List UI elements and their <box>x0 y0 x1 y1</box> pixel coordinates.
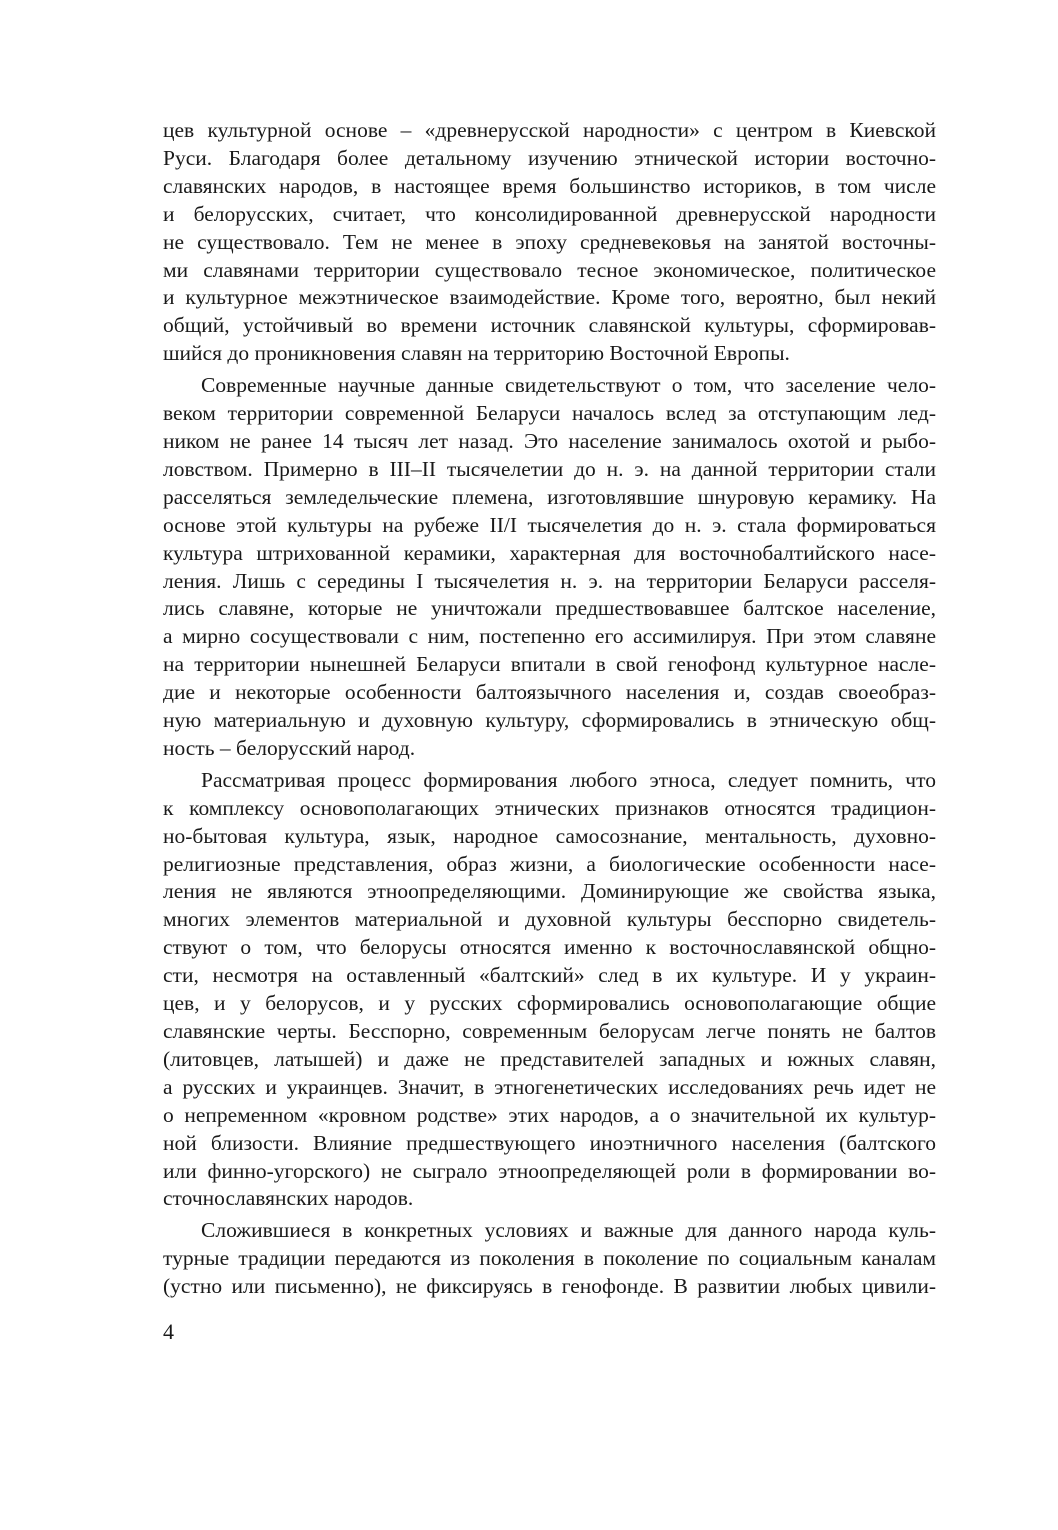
text-line: Рассматривая процесс формирования любого этноса, следует помнить, что <box>201 767 936 792</box>
text-line: на территории нынешней Беларуси впитали в свой генофонд культурное насле- <box>163 652 936 677</box>
text-line: расселяться земледельческие племена, изготовлявшие шнуровую керамику. На <box>163 484 936 509</box>
text-line: ной близости. Влияние предшествующего иноэтничного населения (балтского <box>163 1130 936 1155</box>
text-line: к комплексу основополагающих этнических признаков относятся традицион- <box>163 795 936 820</box>
text-line: о непременном «кровном родстве» этих народов, а о значительной их культур- <box>163 1102 936 1127</box>
text-line: сточнославянских народов. <box>163 1186 414 1211</box>
text-line: веком территории современной Беларуси началось вслед за отступающим лед- <box>163 401 936 426</box>
text-line: а русских и украинцев. Значит, в этногенетических исследованиях речь идет не <box>163 1074 936 1099</box>
text-line: (устно или письменно), не фиксируясь в генофонде. В развитии любых цивили- <box>163 1274 936 1299</box>
text-line: ную материальную и духовную культуру, сформировались в этническую общ- <box>163 708 936 733</box>
text-line: но-бытовая культура, язык, народное самосознание, ментальность, духовно- <box>163 823 936 848</box>
paragraph-3 <box>163 767 936 1214</box>
text-line: основе этой культуры на рубеже II/I тысячелетия до н. э. стала формироваться <box>163 512 936 537</box>
text-line: ность – белорусский народ. <box>163 735 416 760</box>
text-line: культура штрихованной керамики, характерная для восточнобалтийского насе- <box>163 540 936 565</box>
page-number: 4 <box>163 1319 174 1344</box>
text-line: цев, и у белорусов, и у русских сформировались основополагающие общие <box>163 991 936 1016</box>
text-line: Сложившиеся в конкретных условиях и важные для данного народа куль- <box>201 1218 936 1243</box>
text-line: лись славяне, которые не уничтожали предшествовавшее балтское население, <box>163 596 936 621</box>
text-line: ствуют о том, что белорусы относятся именно к восточнославянской общно- <box>163 935 936 960</box>
text-line: цев культурной основе – «древнерусской народности» с центром в Киевской <box>163 118 936 142</box>
text-line: ловством. Примерно в III–II тысячелетии до н. э. на данной территории стали <box>163 456 936 481</box>
text-line: сти, несмотря на оставленный «балтский» след в их культуре. И у украин- <box>163 963 936 988</box>
text-line: и культурное межэтническое взаимодействие. Кроме того, вероятно, был некий <box>163 285 936 310</box>
text-line: или финно-угорского) не сыграло этноопределяющей роли в формировании во- <box>163 1158 936 1183</box>
text-line: (литовцев, латышей) и даже не представителей западных и южных славян, <box>163 1046 936 1071</box>
paragraph-2 <box>163 372 936 763</box>
text-line: ми славянами территории существовало тесное экономическое, политическое <box>163 257 936 282</box>
paragraph-1 <box>163 117 936 368</box>
paragraph-4 <box>163 1217 936 1301</box>
text-line: многих элементов материальной и духовной культуры бесспорно свидетель- <box>163 907 936 932</box>
text-line: а мирно сосуществовали с ним, постепенно его ассимилируя. При этом славяне <box>163 624 936 649</box>
text-line: шийся до проникновения славян на территорию Восточной Европы. <box>163 341 790 366</box>
text-line: Современные научные данные свидетельствуют о том, что заселение чело- <box>201 373 936 398</box>
text-line: дие и некоторые особенности балтоязычного населения и, создав своеобраз- <box>163 680 936 705</box>
body-text <box>163 117 936 1305</box>
text-line: религиозные представления, образ жизни, а биологические особенности насе- <box>163 851 936 876</box>
text-line: и белорусских, считает, что консолидированной древнерусской народности <box>163 201 936 226</box>
text-line: ником не ранее 14 тысяч лет назад. Это население занималось охотой и рыбо- <box>163 428 936 453</box>
text-line: Руси. Благодаря более детальному изучению этнической истории восточно- <box>163 145 936 170</box>
text-line: славянские черты. Бесспорно, современным белорусам легче понять не балтов <box>163 1019 936 1043</box>
text-line: ления не являются этноопределяющими. Доминирующие же свойства языка, <box>163 879 936 904</box>
text-line: общий, устойчивый во времени источник славянской культуры, сформировав- <box>163 313 936 338</box>
text-line: ления. Лишь с середины I тысячелетия н. э. на территории Беларуси расселя- <box>163 568 936 593</box>
text-line: не существовало. Тем не менее в эпоху средневековья на занятой восточны- <box>163 229 936 254</box>
text-line: славянских народов, в настоящее время большинство историков, в том числе <box>163 173 936 198</box>
text-line: турные традиции передаются из поколения в поколение по социальным каналам <box>163 1246 936 1271</box>
